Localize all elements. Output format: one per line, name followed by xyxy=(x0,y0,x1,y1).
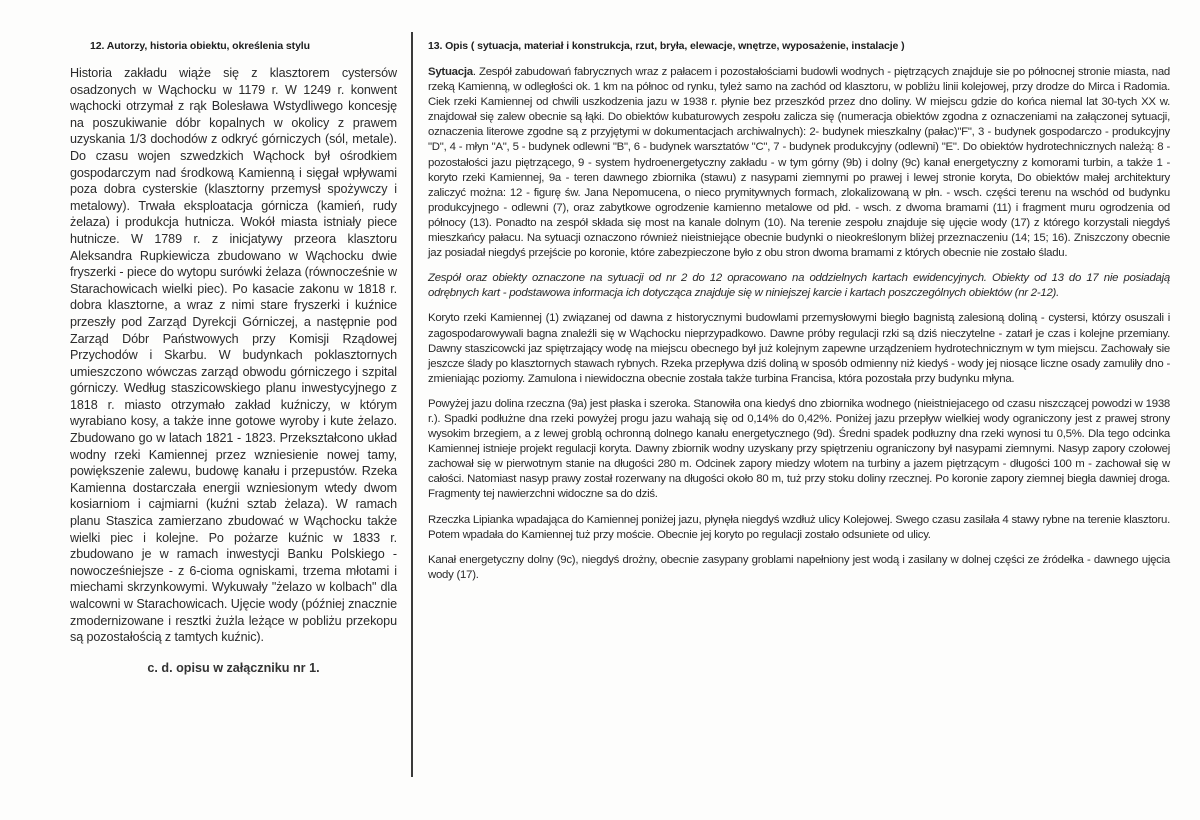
section-13-heading: 13. Opis ( sytuacja, materiał i konstrukcja, rzut, bryła, elewacje, wnętrze, wyposażenie, instalacje ) xyxy=(428,40,905,52)
section-description xyxy=(428,40,1170,593)
situation-text: . Zespół zabudowań fabrycznych wraz z pałacem i pozostałościami budowli wodnych - piętrzących znajduje sie po północnej stronie miasta, nad rzeką Kamienną, w odległości ok. 1 km na północ od rynku, tyleż samo na zachód od klasztoru, w pobliżu linii kolejowej, przy drodze do Mirca i Radomia. Ciek rzeki Kamiennej od chwili uszkodzenia jazu w 1938 r. płynie bez przeszkód przez dno doliny. W miejscu gdzie do końca niemal lat 30-tych XX w. znajdował się zalew obecnie są łąki. Do obiektów kubaturowych zespołu zalicza się (numeracja obiektów zgodna z oznaczeniami na załączonej sytuacji, oznaczenia literowe zgodne są z przyjętymi w dokumentacjach archiwalnych): 2- budynek mieszkalny (pałac)"F", 3 - budynek gospodarczo - produkcyjny "D", 4 - młyn "A", 5 - budynek odlewni "B", 6 - budynek warsztatów "C", 7 - budynek produkcyjny (odlewni) "E". Do obiektów hydrotechnicznych należą: 8 - pozostałości jazu piętrzącego, 9 - system hydroenergetyczny zakładu - w tym górny (9b) i dolny (9c) kanał energetyczny z komorami turbin, a także 1 - koryto rzeki Kamiennej, 9a - teren dawnego zbiornika (stawu) z nasypami ziemnymi po prawej i lewej stronie koryta, Do obiektów małej architektury zaliczyć można: 12 - figurę św. Jana Nepomucena, o nieco prymitywnych formach, zlokalizowaną w płn. - wsch. części terenu na wschód od budynku produkcyjnego - odlewni (7), oraz zabytkowe ogrodzenie kamienno metalowe od płd. - wsch. z dwoma bramami (11) i fragment muru ogrodzenia od północy (13). Ponadto na zespół składa się most na kanale dolnym (10). Na terenie zespołu znajduje się ujęcie wody (17) z którego korzystali niegdyś mieszkańcy pałacu. Na sytuacji oznaczono również nieistniejące obecnie budynki o nieokreślonym bliżej przeznaczeniu (14; 15; 16). Zniszczony obecnie jaz posiadał niegdyś przejście po koronie, które zabezpieczone było z obu stron dwoma bramami z których obecnie nie zostało śladu. xyxy=(428,66,1170,260)
situation-label: Sytuacja xyxy=(428,66,473,78)
cards-note-paragraph: Zespół oraz obiekty oznaczone na sytuacji od nr 2 do 12 opracowano na oddzielnych kartach ewidencyjnych. Obiekty od 13 do 17 nie posiadają odrębnych kart - podstawowa informacja ich dotycząca znajduje się w niniejszej karcie i kartach poszczególnych obiektów (nr 2-12). xyxy=(428,272,1170,300)
channel-paragraph: Kanał energetyczny dolny (9c), niegdyś drożny, obecnie zasypany groblami napełniony jest wodą i zasilany w dolnej części ze źródełka - dawnego ujęcia wody (17). xyxy=(428,553,1170,581)
lipianka-paragraph: Rzeczka Lipianka wpadająca do Kamiennej poniżej jazu, płynęła niegdyś wzdłuż ulicy Kolejowej. Swego czasu zasilała 4 stawy rybne na terenie klasztoru. Potem wpadała do Kamiennej tuż przy moście. Obecnie jej koryto po regulacji zostało odsuniete od ulicy. xyxy=(428,513,1170,541)
section-12-heading: 12. Autorzy, historia obiektu, określenia stylu xyxy=(90,40,310,52)
section-history xyxy=(70,40,397,675)
valley-paragraph: Powyżej jazu dolina rzeczna (9a) jest płaska i szeroka. Stanowiła ona kiedyś dno zbiornika wodnego (nieistniejacego od czasu niszczącej powodzi w 1938 r.). Spadki podłużne dna rzeki powyżej progu jazu wahają się od 0,14% do 0,42%. Poniżej jazu przepływ wielkiej wody ograniczony jest z prawej strony wysokim brzegiem, a z lewej groblą ochronną dolnego kanału energetycznego (9d). Średni spadek podłuzny dna rzeki wynosi tu 0,5%. Dla tego odcinka Kamiennej istnieje projekt regulacji koryta. Dawny zbiornik wodny uzyskany przy spiętrzeniu ograniczony był nasypami ziemnymi. Nasyp zapory czołowej zachował się w pierwotnym stanie na długości 280 m. Odcinek zapory miedzy wlotem na turbiny a jazem piętrzącym - długości 100 m - zachował się w całości. Natomiast nasyp prawy został rozerwany na długości około 80 m, tuż przy stoku doliny rzecznej. Po koronie zapory ziemnej biegła dawniej droga. Fragmenty tej nawierzchni widoczne sa do dziś. xyxy=(428,397,1170,501)
column-divider xyxy=(411,32,413,777)
continuation-note: c. d. opisu w załączniku nr 1. xyxy=(147,660,320,675)
situation-paragraph xyxy=(428,65,1170,261)
history-text: Historia zakładu wiąże się z klasztorem cystersów osadzonych w Wąchocku w 1179 r. W 1249 r. konwent wąchocki otrzymał z rąk Bolesława Wstydliwego koncesję na poszukiwanie dóbr kopalnych w okolicy z prawem uzyskania 1/3 dochodów z odkryć górniczych (sól, metale). Do czasu wojen szwedzkich Wąchock był ośrodkiem gospodarczym nad środkową Kamienną i sięgał wpływami poza dobra cysterskie (klasztorny przemysł spożywczy i metalowy). Trwała eksploatacja górnicza (kamień, rudy żelaza) i produkcja hutnicza. Wokół miasta istniały piece hutnicze. W 1789 r. z inicjatywy przeora klasztoru Aleksandra Rupkiewicza zbudowano w Wąchocku dwie fryszerki - piece do wytopu surówki żelaza (równocześnie w Starachowicach wielki piec). Po kasacie zakonu w 1818 r. dobra klasztorne, a wraz z nimi stare fryszerki i kuźnice przeszły pod Zarząd Dyrekcji Górniczej, a następnie pod Zarząd Dóbr Państwowych przy Komisji Rządowej Przychodów i Skarbu. W budynkach poklasztornych umieszczono wówczas zarząd obwodu górniczego i szpital górniczy. Według staszicowskiego planu inwestycyjnego z 1818 r. miasto otrzymało zakład kuźniczy, w którym wyrabiano kosy, a także inne gotowe wyroby i kute żelazo. Zbudowano go w latach 1821 - 1823. Przekształcono układ wodny rzeki Kamiennej przez wzniesienie nowej tamy, powiększenie zalewu, budowę kanału i przepustów. Rzeka Kamienna dostarczała energii wzniesionym wtedy dwom kosiarniom i cajmiarni (kuźni sztab żelaza). W ramach planu Staszica zamierzano zbudować w Wąchocku także wielki piec i kolejne. Po pożarze kuźnic w 1833 r. zbudowano je w ramach inwestycji Banku Polskiego - nowocześniejsze - z 6-cioma ogniskami, trzema młotami i miechami skrzynkowymi. Wykuwały "żelazo w kolbach" dla walcowni w Starachowicach. Ujęcie wody (później znacznie zmodernizowane i resztki żużla leżące w pobliżu przekopu są pozostałością z tamtych kuźnic). xyxy=(70,66,397,645)
river-bed-paragraph: Koryto rzeki Kamiennej (1) związanej od dawna z historycznymi budowlami przemysłowymi biegło bagnistą zalesioną doliną - cystersi, którzy osuszali i zagospodarowywali bagna znaleźli się w Wąchocku nieprzypadkowo. Dawne próby regulacji rzki są dziś nieczytelne - zatarł je czas i kolejne przemiany. Dawny staszicowcki jaz spiętrzający wodę na miejscu obecnego był już kolejnym zapewne urządzeniem hydrotechnicznym w tym miejscu. Zachowały sie jeszcze ślady po klasztornych stawach rybnych. Rzeka przepływa dziś doliną w sposób odmienny niż kiedyś - wody jej niosące liczne osady zamuliły dno - zmieniając poziomy. Zamulona i niewidoczna obecnie została także turbina Francisa, która pozostała przy budynku młyna. xyxy=(428,312,1170,385)
